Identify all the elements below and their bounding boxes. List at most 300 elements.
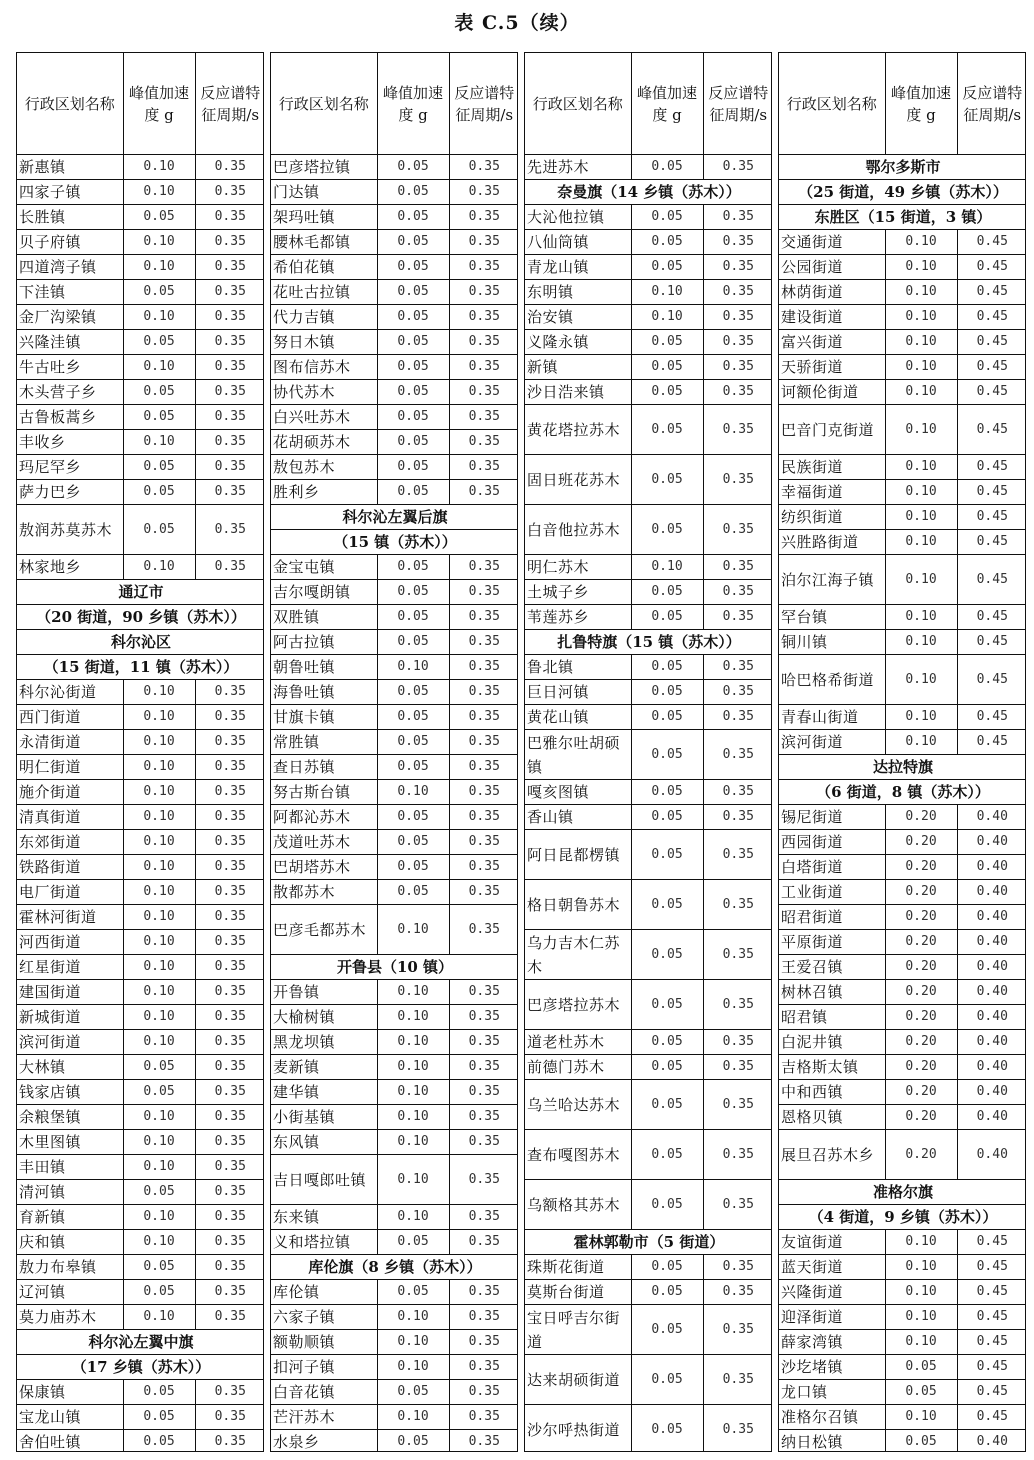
header-row [779, 53, 1026, 155]
region-name: 义和塔拉镇 [271, 1230, 377, 1255]
region-name: 铁路街道 [17, 855, 123, 880]
pga-value: 0.10 [123, 1105, 195, 1130]
period-value: 0.40 [957, 1030, 1026, 1055]
pga-value: 0.05 [631, 155, 703, 180]
period-value: 0.35 [449, 305, 518, 330]
period-value: 0.45 [957, 305, 1026, 330]
pga-value: 0.05 [377, 1230, 449, 1255]
region-name: 沙日浩来镇 [525, 380, 631, 405]
period-value: 0.35 [703, 1180, 772, 1230]
period-value: 0.35 [449, 805, 518, 830]
pga-value: 0.05 [631, 730, 703, 780]
period-value: 0.45 [957, 230, 1026, 255]
table-row [271, 980, 518, 1005]
pga-value: 0.05 [377, 255, 449, 280]
period-value: 0.45 [957, 1330, 1026, 1355]
region-name: 滨河街道 [779, 730, 885, 755]
section-header-row [779, 205, 1026, 230]
pga-value: 0.05 [123, 1080, 195, 1105]
period-value: 0.35 [703, 255, 772, 280]
region-name: 胜利乡 [271, 480, 377, 505]
pga-value: 0.05 [123, 1405, 195, 1430]
pga-value: 0.10 [631, 305, 703, 330]
table-row [779, 1330, 1026, 1355]
table-row [271, 1080, 518, 1105]
table-row [779, 330, 1026, 355]
region-name: 额勒顺镇 [271, 1330, 377, 1355]
region-table [779, 53, 1026, 1452]
region-name: 林荫街道 [779, 280, 885, 305]
region-name: 珠斯花街道 [525, 1255, 631, 1280]
pga-value: 0.10 [885, 1230, 957, 1255]
section-header: 达拉特旗 [779, 755, 1026, 780]
region-name: 东风镇 [271, 1130, 377, 1155]
pga-value: 0.05 [631, 355, 703, 380]
table-row [17, 1380, 264, 1405]
table-row [271, 780, 518, 805]
table-row [17, 455, 264, 480]
pga-value: 0.10 [377, 1155, 449, 1205]
pga-value: 0.05 [377, 680, 449, 705]
table-row [17, 830, 264, 855]
pga-value: 0.10 [885, 1280, 957, 1305]
region-name: 科尔沁街道 [17, 680, 123, 705]
table-row [779, 830, 1026, 855]
table-row [525, 830, 772, 880]
pga-value: 0.05 [631, 1080, 703, 1130]
pga-value: 0.10 [885, 630, 957, 655]
pga-value: 0.05 [631, 830, 703, 880]
pga-value: 0.10 [885, 330, 957, 355]
region-name: 民族街道 [779, 455, 885, 480]
region-name: 东明镇 [525, 280, 631, 305]
region-name: 沙圪堵镇 [779, 1355, 885, 1380]
region-name: 贝子府镇 [17, 230, 123, 255]
pga-value: 0.05 [123, 480, 195, 505]
region-name: 友谊街道 [779, 1230, 885, 1255]
table-row [17, 430, 264, 455]
section-header-row [779, 1180, 1026, 1205]
region-table [271, 53, 518, 1452]
region-name: 交通街道 [779, 230, 885, 255]
region-name: 公园街道 [779, 255, 885, 280]
pga-value: 0.10 [123, 555, 195, 580]
pga-value: 0.05 [377, 555, 449, 580]
table-row [779, 980, 1026, 1005]
table-row [17, 380, 264, 405]
period-value: 0.45 [957, 1380, 1026, 1405]
region-name: 小街基镇 [271, 1105, 377, 1130]
region-name: 宝龙山镇 [17, 1405, 123, 1430]
period-value: 0.35 [449, 1080, 518, 1105]
period-value: 0.45 [957, 1280, 1026, 1305]
period-value: 0.35 [449, 1380, 518, 1405]
header-pga: 峰值加速度 g [631, 53, 703, 155]
section-header-row [525, 1230, 772, 1255]
pga-value: 0.10 [123, 1005, 195, 1030]
pga-value: 0.10 [885, 480, 957, 505]
period-value: 0.35 [449, 405, 518, 430]
table-row [525, 330, 772, 355]
table-row [17, 1405, 264, 1430]
table-row [17, 955, 264, 980]
period-value: 0.35 [195, 230, 264, 255]
pga-value: 0.05 [631, 1405, 703, 1453]
region-name: 平原街道 [779, 930, 885, 955]
table-row [271, 280, 518, 305]
period-value: 0.35 [703, 555, 772, 580]
period-value: 0.35 [449, 1430, 518, 1453]
pga-value: 0.05 [377, 705, 449, 730]
table-row [17, 880, 264, 905]
period-value: 0.35 [703, 705, 772, 730]
pga-value: 0.10 [885, 505, 957, 530]
pga-value: 0.05 [377, 1380, 449, 1405]
table-row [271, 1355, 518, 1380]
period-value: 0.35 [195, 1080, 264, 1105]
period-value: 0.35 [195, 805, 264, 830]
region-name: 宝日呼吉尔街道 [525, 1305, 631, 1355]
region-name: 六家子镇 [271, 1305, 377, 1330]
period-value: 0.35 [449, 755, 518, 780]
pga-value: 0.10 [885, 1255, 957, 1280]
section-header: 霍林郭勒市（5 街道） [525, 1230, 772, 1255]
period-value: 0.35 [195, 430, 264, 455]
period-value: 0.35 [449, 655, 518, 680]
region-name: 丰田镇 [17, 1155, 123, 1180]
period-value: 0.35 [703, 980, 772, 1030]
table-row [779, 1255, 1026, 1280]
period-value: 0.35 [703, 830, 772, 880]
region-name: 长胜镇 [17, 205, 123, 230]
period-value: 0.35 [703, 230, 772, 255]
pga-value: 0.05 [123, 1280, 195, 1305]
region-name: 林家地乡 [17, 555, 123, 580]
table-row [17, 1180, 264, 1205]
pga-value: 0.05 [631, 1305, 703, 1355]
table-row [271, 305, 518, 330]
table-row [525, 305, 772, 330]
header-period: 反应谱特征周期/s [957, 53, 1026, 155]
section-header-row [17, 580, 264, 605]
region-name: 阿古拉镇 [271, 630, 377, 655]
region-name: 昭君镇 [779, 1005, 885, 1030]
period-value: 0.35 [449, 780, 518, 805]
table-row [17, 1155, 264, 1180]
pga-value: 0.20 [885, 1030, 957, 1055]
pga-value: 0.10 [885, 1405, 957, 1430]
region-name: 巴胡塔苏木 [271, 855, 377, 880]
table-row [271, 805, 518, 830]
period-value: 0.35 [449, 1405, 518, 1430]
period-value: 0.35 [195, 155, 264, 180]
period-value: 0.35 [195, 1105, 264, 1130]
region-name: 新镇 [525, 355, 631, 380]
region-name: 建国街道 [17, 980, 123, 1005]
header-pga: 峰值加速度 g [885, 53, 957, 155]
table-row [525, 230, 772, 255]
period-value: 0.40 [957, 955, 1026, 980]
table-row [17, 730, 264, 755]
region-name: 明仁街道 [17, 755, 123, 780]
region-name: 青春山街道 [779, 705, 885, 730]
region-name: 乌兰哈达苏木 [525, 1080, 631, 1130]
pga-value: 0.10 [377, 780, 449, 805]
period-value: 0.35 [195, 1280, 264, 1305]
region-name: 敖力布皋镇 [17, 1255, 123, 1280]
period-value: 0.45 [957, 630, 1026, 655]
region-name: 清河镇 [17, 1180, 123, 1205]
period-value: 0.35 [449, 1305, 518, 1330]
table-row [525, 580, 772, 605]
pga-value: 0.05 [377, 605, 449, 630]
period-value: 0.35 [195, 705, 264, 730]
pga-value: 0.05 [377, 730, 449, 755]
period-value: 0.45 [957, 480, 1026, 505]
period-value: 0.40 [957, 905, 1026, 930]
table-row [271, 205, 518, 230]
period-value: 0.35 [195, 905, 264, 930]
pga-value: 0.10 [885, 655, 957, 705]
region-name: 乌额格其苏木 [525, 1180, 631, 1230]
section-header-row [17, 630, 264, 655]
region-name: 嘎亥图镇 [525, 780, 631, 805]
period-value: 0.45 [957, 330, 1026, 355]
section-header: 通辽市 [17, 580, 264, 605]
pga-value: 0.20 [885, 905, 957, 930]
section-header: 科尔沁区 [17, 630, 264, 655]
table-row [271, 155, 518, 180]
region-name: 白音花镇 [271, 1380, 377, 1405]
period-value: 0.35 [195, 1380, 264, 1405]
period-value: 0.45 [957, 380, 1026, 405]
period-value: 0.35 [449, 630, 518, 655]
pga-value: 0.05 [123, 405, 195, 430]
pga-value: 0.05 [631, 1355, 703, 1405]
pga-value: 0.10 [123, 830, 195, 855]
period-value: 0.35 [195, 1230, 264, 1255]
pga-value: 0.10 [123, 355, 195, 380]
region-name: 清真街道 [17, 805, 123, 830]
period-value: 0.35 [195, 1005, 264, 1030]
header-row [525, 53, 772, 155]
pga-value: 0.05 [377, 580, 449, 605]
region-name: 巴彦塔拉苏木 [525, 980, 631, 1030]
table-row [525, 1055, 772, 1080]
section-header-row [17, 1355, 264, 1380]
pga-value: 0.05 [631, 505, 703, 555]
table-row [779, 730, 1026, 755]
table-row [271, 880, 518, 905]
table-row [17, 230, 264, 255]
region-name: 新惠镇 [17, 155, 123, 180]
pga-value: 0.10 [377, 1030, 449, 1055]
pga-value: 0.10 [885, 305, 957, 330]
period-value: 0.35 [195, 780, 264, 805]
period-value: 0.35 [195, 455, 264, 480]
region-name: 牛古吐乡 [17, 355, 123, 380]
table-row [17, 305, 264, 330]
period-value: 0.35 [195, 1305, 264, 1330]
table-row [17, 1030, 264, 1055]
period-value: 0.45 [957, 355, 1026, 380]
period-value: 0.45 [957, 455, 1026, 480]
pga-value: 0.10 [885, 530, 957, 555]
pga-value: 0.10 [885, 455, 957, 480]
period-value: 0.35 [195, 1430, 264, 1453]
table-row [779, 230, 1026, 255]
region-name: 努日木镇 [271, 330, 377, 355]
region-name: 腰林毛都镇 [271, 230, 377, 255]
period-value: 0.35 [703, 1405, 772, 1453]
table-row [271, 230, 518, 255]
period-value: 0.35 [449, 430, 518, 455]
table-row [271, 905, 518, 955]
table-row [779, 480, 1026, 505]
period-value: 0.45 [957, 555, 1026, 605]
period-value: 0.40 [957, 1430, 1026, 1453]
region-name: 展旦召苏木乡 [779, 1130, 885, 1180]
pga-value: 0.05 [885, 1430, 957, 1453]
pga-value: 0.10 [377, 1405, 449, 1430]
period-value: 0.35 [449, 1330, 518, 1355]
period-value: 0.40 [957, 930, 1026, 955]
section-header-row [271, 505, 518, 530]
table-row [525, 805, 772, 830]
pga-value: 0.10 [123, 680, 195, 705]
period-value: 0.35 [195, 880, 264, 905]
table-row [779, 1380, 1026, 1405]
header-row [271, 53, 518, 155]
table-row [17, 1205, 264, 1230]
region-name: 王爱召镇 [779, 955, 885, 980]
table-row [271, 630, 518, 655]
region-name: 乌力吉木仁苏木 [525, 930, 631, 980]
pga-value: 0.05 [631, 380, 703, 405]
table-row [525, 155, 772, 180]
region-name: 格日朝鲁苏木 [525, 880, 631, 930]
pga-value: 0.20 [885, 1055, 957, 1080]
pga-value: 0.05 [377, 630, 449, 655]
table-row [525, 205, 772, 230]
pga-value: 0.05 [885, 1355, 957, 1380]
period-value: 0.40 [957, 880, 1026, 905]
table-row [271, 1130, 518, 1155]
pga-value: 0.05 [631, 1030, 703, 1055]
region-name: 纺织街道 [779, 505, 885, 530]
table-row [779, 1230, 1026, 1255]
period-value: 0.35 [449, 380, 518, 405]
pga-value: 0.20 [885, 855, 957, 880]
page-title: 表 C.5（续） [454, 12, 580, 34]
period-value: 0.35 [703, 580, 772, 605]
pga-value: 0.05 [377, 380, 449, 405]
table-row [17, 1105, 264, 1130]
region-name: 兴胜路街道 [779, 530, 885, 555]
header-name: 行政区划名称 [271, 53, 377, 155]
section-header: 奈曼旗（14 乡镇（苏木）） [525, 180, 772, 205]
pga-value: 0.05 [123, 1180, 195, 1205]
period-value: 0.35 [449, 555, 518, 580]
table-row [17, 905, 264, 930]
region-name: 治安镇 [525, 305, 631, 330]
pga-value: 0.05 [631, 205, 703, 230]
region-name: 库伦镇 [271, 1280, 377, 1305]
section-header-row [525, 630, 772, 655]
table-row [525, 555, 772, 580]
section-header: （15 镇（苏木）） [271, 530, 518, 555]
period-value: 0.40 [957, 855, 1026, 880]
period-value: 0.35 [449, 605, 518, 630]
table-panel [524, 52, 772, 1452]
table-row [17, 680, 264, 705]
section-header-row [271, 530, 518, 555]
pga-value: 0.05 [377, 755, 449, 780]
period-value: 0.35 [449, 1280, 518, 1305]
pga-value: 0.10 [377, 980, 449, 1005]
table-row [779, 505, 1026, 530]
section-header: 科尔沁左翼后旗 [271, 505, 518, 530]
region-name: 霍林河街道 [17, 905, 123, 930]
region-name: 西门街道 [17, 705, 123, 730]
region-name: 舍伯吐镇 [17, 1430, 123, 1453]
period-value: 0.35 [703, 330, 772, 355]
pga-value: 0.05 [631, 680, 703, 705]
period-value: 0.35 [449, 1105, 518, 1130]
table-row [17, 480, 264, 505]
table-row [17, 1430, 264, 1453]
region-name: 花胡硕苏木 [271, 430, 377, 455]
pga-value: 0.05 [123, 380, 195, 405]
pga-value: 0.05 [631, 1180, 703, 1230]
region-name: 迎泽街道 [779, 1305, 885, 1330]
table-row [779, 305, 1026, 330]
period-value: 0.35 [195, 330, 264, 355]
table-row [779, 1055, 1026, 1080]
period-value: 0.35 [703, 1030, 772, 1055]
table-row [525, 1180, 772, 1230]
pga-value: 0.20 [885, 980, 957, 1005]
table-row [525, 880, 772, 930]
region-name: 庆和镇 [17, 1230, 123, 1255]
period-value: 0.35 [703, 730, 772, 780]
region-name: 兴隆街道 [779, 1280, 885, 1305]
period-value: 0.35 [703, 680, 772, 705]
table-row [779, 630, 1026, 655]
period-value: 0.35 [449, 1230, 518, 1255]
table-row [271, 1230, 518, 1255]
period-value: 0.35 [449, 1355, 518, 1380]
region-name: 新城街道 [17, 1005, 123, 1030]
pga-value: 0.05 [885, 1380, 957, 1405]
region-name: 萨力巴乡 [17, 480, 123, 505]
period-value: 0.35 [449, 830, 518, 855]
table-row [525, 730, 772, 780]
table-row [525, 655, 772, 680]
region-name: 东来镇 [271, 1205, 377, 1230]
period-value: 0.35 [195, 1030, 264, 1055]
period-value: 0.35 [703, 455, 772, 505]
table-row [17, 755, 264, 780]
region-name: 青龙山镇 [525, 255, 631, 280]
period-value: 0.45 [957, 255, 1026, 280]
region-name: 富兴街道 [779, 330, 885, 355]
period-value: 0.35 [195, 205, 264, 230]
region-name: 金厂沟梁镇 [17, 305, 123, 330]
table-row [525, 1305, 772, 1355]
period-value: 0.40 [957, 830, 1026, 855]
region-name: 红星街道 [17, 955, 123, 980]
